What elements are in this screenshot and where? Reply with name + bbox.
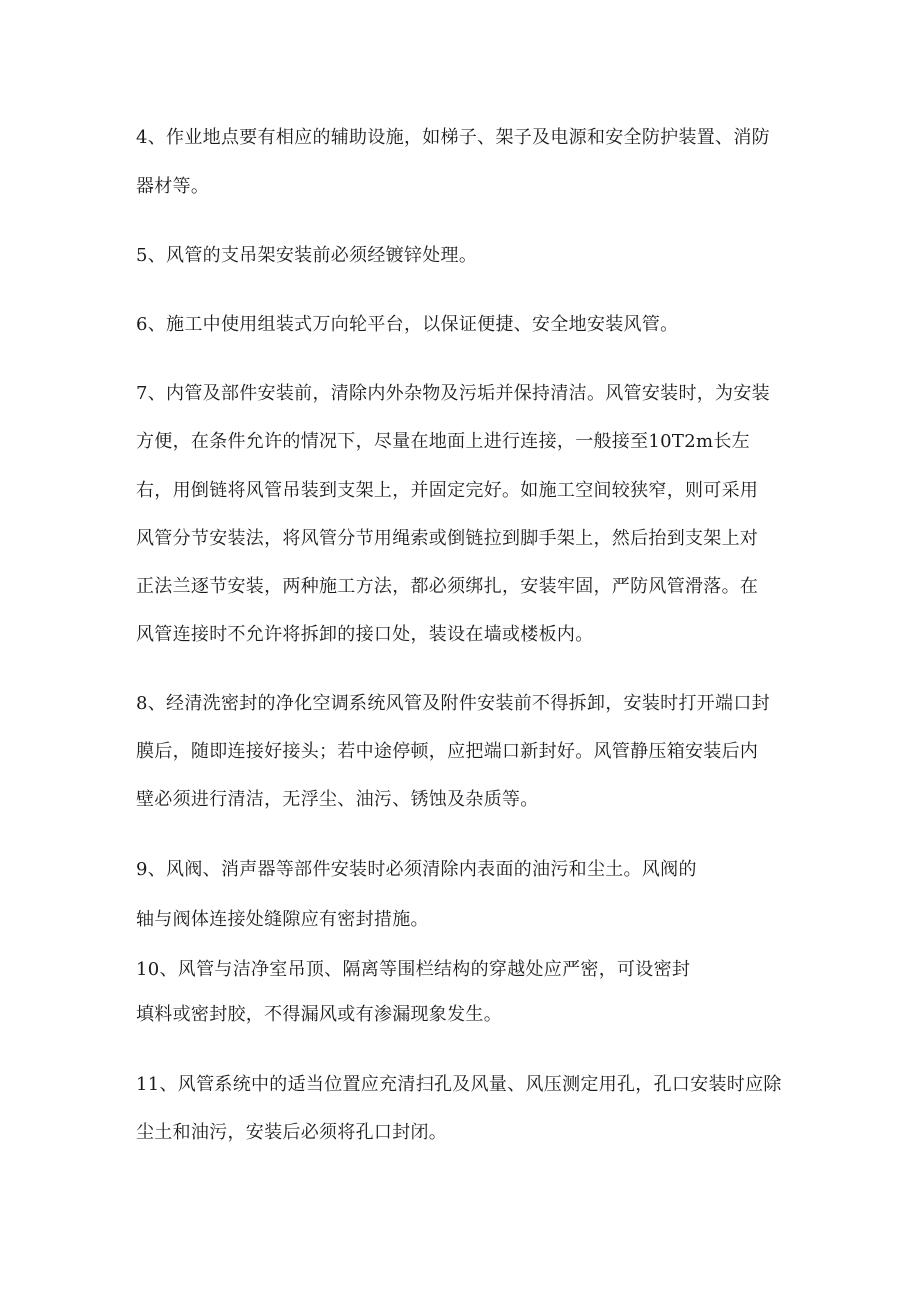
- paragraph-item-8-line-1: 8、经清洗密封的净化空调系统风管及附件安装前不得拆卸，安装时打开端口封: [136, 693, 770, 714]
- paragraph-item-5-line-1: 5、风管的支吊架安装前必须经镀锌处理。: [136, 245, 478, 266]
- paragraph-item-8-line-2: 膜后，随即连接好接头；若中途停顿，应把端口新封好。风管静压箱安装后内: [136, 741, 759, 762]
- paragraph-item-8-line-3: 壁必须进行清洁，无浮尘、油污、锈蚀及杂质等。: [136, 789, 539, 810]
- paragraph-item-4-line-2: 器材等。: [136, 176, 210, 197]
- paragraph-item-10-line-2: 填料或密封胶，不得漏风或有渗漏现象发生。: [136, 1004, 502, 1025]
- paragraph-item-6-line-1: 6、施工中使用组装式万向轮平台，以保证便捷、安全地安装风管。: [136, 314, 679, 335]
- paragraph-item-7-line-4: 风管分节安装法，将风管分节用绳索或倒链拉到脚手架上，然后抬到支架上对: [136, 528, 759, 549]
- paragraph-item-7-line-1: 7、内管及部件安装前，清除内外杂物及污垢并保持清洁。风管安装时，为安装: [136, 383, 770, 404]
- paragraph-item-4-line-1: 4、作业地点要有相应的辅助设施，如梯子、架子及电源和安全防护装置、消防: [136, 127, 770, 148]
- paragraph-item-9-line-2: 轴与阀体连接处缝隙应有密封措施。: [136, 909, 429, 930]
- paragraph-item-11-line-1: 11、风管系统中的适当位置应充清扫孔及风量、风压测定用孔，孔口安装时应除: [136, 1074, 782, 1095]
- paragraph-item-11-line-2: 尘土和油污，安装后必须将孔口封闭。: [136, 1122, 448, 1143]
- paragraph-item-7-line-3: 右，用倒链将风管吊装到支架上，并固定完好。如施工空间较狭窄，则可采用: [136, 480, 759, 501]
- paragraph-item-7-line-6: 风管连接时不允许将拆卸的接口处，装设在墙或楼板内。: [136, 624, 594, 645]
- paragraph-item-10-line-1: 10、风管与洁净室吊顶、隔离等围栏结构的穿越处应严密，可设密封: [136, 959, 691, 980]
- paragraph-item-9-line-1: 9、风阀、消声器等部件安装时必须清除内表面的油污和尘土。风阀的: [136, 859, 697, 880]
- paragraph-item-7-line-2: 方便，在条件允许的情况下，尽量在地面上进行连接，一般接至10T2m长左: [136, 431, 750, 452]
- paragraph-item-7-line-5: 正法兰逐节安装，两种施工方法，都必须绑扎，安装牢固，严防风管滑落。在: [136, 576, 759, 597]
